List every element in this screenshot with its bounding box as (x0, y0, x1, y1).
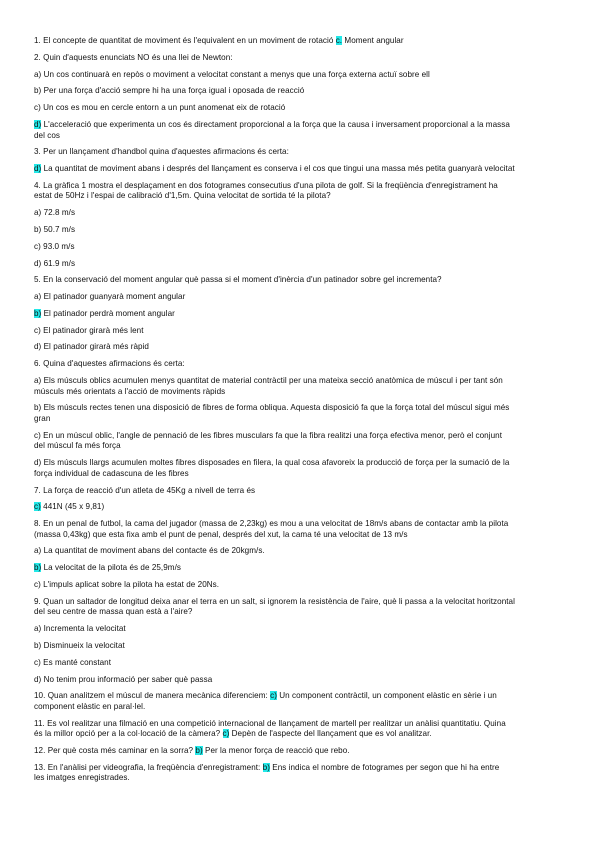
line-text-after: Ens indica el nombre de fotogrames per segon que hi ha entre (269, 762, 500, 772)
text-line (34, 624, 568, 635)
line-text: c) Es manté constant (34, 657, 112, 667)
text-line (34, 86, 568, 97)
text-line (34, 414, 568, 425)
text-line (34, 563, 568, 574)
line-text: 3. Per un llançament d'handbol quina d'aquestes afirmacions és certa: (34, 147, 289, 157)
line-text: d) El patinador girarà més ràpid (34, 342, 149, 352)
line-text: les imatges enregistrades. (34, 773, 130, 783)
line-text: estat de 50Hz i l'espai de calibració d'1,5m. Quina velocitat de sortida té la pilota? (34, 191, 331, 201)
line-text: 9. Quan un saltador de longitud deixa anar el terra en un salt, si ignorem la resistència de l'aire, què li passa a la velocitat horitzontal (34, 596, 515, 606)
answer-highlight: d) (34, 119, 42, 129)
answer-highlight: b) (34, 308, 42, 318)
text-line (34, 580, 568, 591)
line-text: 13. En l'anàlisi per videografia, la freqüència d'enregistrament: (34, 762, 263, 772)
text-line (34, 376, 568, 387)
text-line (34, 746, 568, 757)
line-text: d) 61.9 m/s (34, 258, 76, 268)
line-text: b) 50.7 m/s (34, 225, 76, 234)
text-line (34, 208, 568, 219)
text-line (34, 70, 568, 81)
text-line (34, 225, 568, 236)
line-text: La velocitat de la pilota és de 25,9m/s (41, 563, 181, 573)
line-text: La quantitat de moviment abans i després del llançament es conserva i el cos que tingui una massa més petita guanyarà velocitat (41, 164, 515, 174)
text-line (34, 519, 568, 530)
line-text: b) Els músculs rectes tenen una disposició de fibres de forma obliqua. Aquesta disposició fa que la força total del múscul sigui més (34, 403, 510, 413)
line-text: 12. Per què costa més caminar en la sorra? (34, 746, 196, 756)
line-text: L'acceleració que experimenta un cos és directament proporcional a la força que la causa i inversament proporcional a la massa (41, 119, 510, 129)
line-text: d) Els músculs llargs acumulen moltes fibres disposades en filera, la qual cosa afavoreix la producció de força per la sumació de la (34, 458, 510, 468)
text-line (34, 191, 568, 202)
line-text: a) 72.8 m/s (34, 208, 76, 218)
line-text: 8. En un penal de futbol, la cama del jugador (massa de 2,23kg) es mou a una velocitat de 18m/s abans de contactar amb la pilota (34, 519, 509, 529)
line-text: 10. Quan analitzem el múscul de manera mecànica diferenciem: (34, 691, 271, 701)
line-text: 441N (45 x 9,81) (40, 502, 105, 512)
line-text: 4. La gràfica 1 mostra el desplaçament en dos fotogrames consecutius d'una pilota de golf. Si la freqüència d'enregistrament ha (34, 180, 498, 190)
text-line (34, 147, 568, 158)
answer-highlight: d) (34, 164, 42, 174)
text-line (34, 275, 568, 286)
text-line (34, 326, 568, 337)
text-line (34, 36, 568, 47)
text-line (34, 292, 568, 303)
text-line (34, 403, 568, 414)
line-text-after: Un component contràctil, un component elàstic en sèrie i un (276, 691, 497, 701)
answer-highlight: c) (270, 691, 277, 701)
text-line (34, 431, 568, 442)
line-text: d) No tenim prou informació per saber què passa (34, 674, 213, 684)
line-text: gran (34, 414, 51, 423)
line-text: músculs més orientats a l'acció de moviments ràpids (34, 386, 226, 396)
text-line (34, 359, 568, 370)
text-line (34, 719, 568, 730)
line-text: 11. Es vol realitzar una filmació en una competició internacional de llançament de martell per realitzar un anàlisi quantitatiu. Quina (34, 718, 506, 728)
text-line (34, 486, 568, 497)
text-line (34, 702, 568, 713)
line-text: és la millor opció per a la col·locació de la càmera? (34, 729, 223, 739)
line-text: 2. Quin d'aquests enunciats NO és una llei de Newton: (34, 52, 233, 62)
text-line (34, 103, 568, 114)
line-text: 7. La força de reacció d'un atleta de 45Kg a nivell de terra és (34, 485, 256, 495)
line-text: força individual de cadascuna de les fibres (34, 468, 189, 478)
text-line (34, 342, 568, 353)
text-line (34, 309, 568, 320)
line-text: del seu centre de massa quan està a l'aire? (34, 607, 193, 617)
text-line (34, 546, 568, 557)
text-line (34, 691, 568, 702)
line-text: component elàstic en paral·lel. (34, 701, 146, 711)
line-text: a) Un cos continuarà en repòs o moviment a velocitat constant a menys que una força externa actuï sobre ell (34, 69, 430, 79)
text-line (34, 53, 568, 64)
line-text: a) Incrementa la velocitat (34, 624, 126, 634)
answer-highlight: c) (34, 502, 41, 512)
line-text: c) En un múscul oblic, l'angle de pennació de les fibres musculars fa que la fibra realitzi una força efectiva menor, però el conjunt (34, 430, 502, 440)
answer-highlight: b) (34, 563, 42, 573)
text-line (34, 773, 568, 784)
line-text: 1. El concepte de quantitat de moviment és l'equivalent en un moviment de rotació (34, 36, 336, 45)
line-text: 6. Quina d'aquestes afirmacions és certa: (34, 359, 185, 369)
text-line (34, 641, 568, 652)
text-line (34, 458, 568, 469)
text-line (34, 164, 568, 175)
line-text-after: Per la menor força de reacció que rebo. (202, 746, 350, 756)
text-line (34, 763, 568, 774)
line-text: a) La quantitat de moviment abans del contacte és de 20kgm/s. (34, 546, 265, 556)
line-text: c) Un cos es mou en cercle entorn a un punt anomenat eix de rotació (34, 103, 286, 113)
answer-highlight: c) (222, 729, 230, 739)
text-line (34, 597, 568, 608)
text-line (34, 120, 568, 131)
line-text: a) El patinador guanyarà moment angular (34, 292, 186, 302)
text-line (34, 469, 568, 480)
document-page (34, 36, 568, 784)
line-text: c) 93.0 m/s (34, 241, 75, 251)
answer-highlight: c. (335, 36, 343, 45)
line-text-after: Moment angular (342, 36, 404, 45)
text-line (34, 441, 568, 452)
line-text: b) Per una força d'acció sempre hi ha una força igual i oposada de reacció (34, 86, 305, 96)
line-text: c) L'impuls aplicat sobre la pilota ha estat de 20Ns. (34, 580, 220, 590)
line-text: a) Els músculs oblics acumulen menys quantitat de material contràctil per una mateixa secció anatòmica de múscul i per tant són (34, 376, 503, 386)
text-line (34, 607, 568, 618)
line-text: 5. En la conservació del moment angular què passa si el moment d'inèrcia d'un patinador sobre gel incrementa? (34, 275, 442, 285)
text-line (34, 658, 568, 669)
text-line (34, 675, 568, 686)
text-line (34, 242, 568, 253)
text-line (34, 181, 568, 192)
line-text: c) El patinador girarà més lent (34, 325, 144, 335)
line-text: El patinador perdrà moment angular (41, 308, 175, 318)
text-line (34, 387, 568, 398)
answer-highlight: b) (262, 762, 270, 772)
line-text: b) Disminueix la velocitat (34, 640, 125, 650)
line-text-after: Depèn de l'aspecte del llançament que es vol analitzar. (229, 729, 432, 739)
line-text: (massa 0,43kg) que esta fixa amb el punt de penal, després del xut, la cama té una velocitat de 13 m/s (34, 529, 408, 539)
text-line (34, 259, 568, 270)
line-text: del cos (34, 130, 60, 140)
line-text: del múscul fa més força (34, 441, 121, 451)
text-line (34, 502, 568, 513)
text-line (34, 530, 568, 541)
text-line (34, 729, 568, 740)
text-line (34, 131, 568, 142)
answer-highlight: b) (195, 746, 203, 756)
